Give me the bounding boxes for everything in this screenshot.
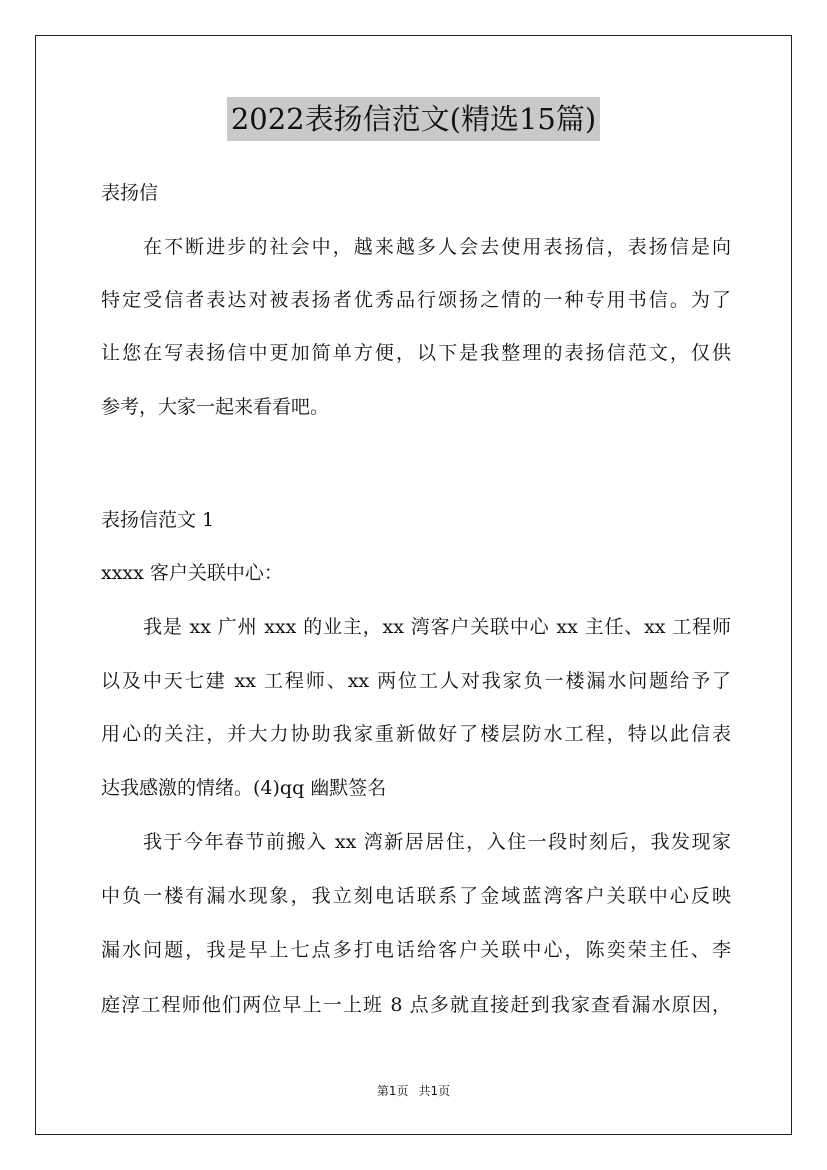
para2-line-2: 中负一楼有漏水现象，我立刻电话联系了金域蓝湾客户关联中心反映	[101, 885, 731, 907]
title-container	[0, 97, 827, 141]
page-footer	[0, 1083, 827, 1099]
intro-line-3: 让您在写表扬信中更加简单方便，以下是我整理的表扬信范文，仅供	[101, 342, 731, 364]
example-heading: 表扬信范文 1	[101, 509, 215, 531]
intro-line-1: 在不断进步的社会中，越来越多人会去使用表扬信，表扬信是向	[143, 236, 731, 258]
page-number: 第1页	[376, 1084, 409, 1098]
para2-line-3: 漏水问题，我是早上七点多打电话给客户关联中心，陈奕荣主任、李	[101, 939, 731, 961]
intro-line-2: 特定受信者表达对被表扬者优秀品行颂扬之情的一种专用书信。为了	[101, 289, 731, 311]
intro-line-4: 参考，大家一起来看看吧。	[101, 396, 330, 418]
para1-line-1: 我是 xx 广州 xxx 的业主，xx 湾客户关联中心 xx 主任、xx 工程师	[143, 616, 731, 638]
para1-line-2: 以及中天七建 xx 工程师、xx 两位工人对我家负一楼漏水问题给予了	[101, 670, 731, 692]
document-title: 2022表扬信范文(精选15篇)	[227, 97, 600, 141]
section-heading: 表扬信	[101, 182, 159, 204]
para2-line-1: 我于今年春节前搬入 xx 湾新居居住，入住一段时刻后，我发现家	[143, 831, 731, 853]
para1-line-4: 达我感激的情绪。(4)qq 幽默签名	[101, 777, 387, 799]
salutation: xxxx 客户关联中心：	[101, 562, 283, 584]
page-total: 共1页	[418, 1084, 451, 1098]
para2-line-4: 庭淳工程师他们两位早上一上班 8 点多就直接赶到我家查看漏水原因，	[101, 994, 731, 1016]
para1-line-3: 用心的关注，并大力协助我家重新做好了楼层防水工程，特以此信表	[101, 723, 731, 745]
